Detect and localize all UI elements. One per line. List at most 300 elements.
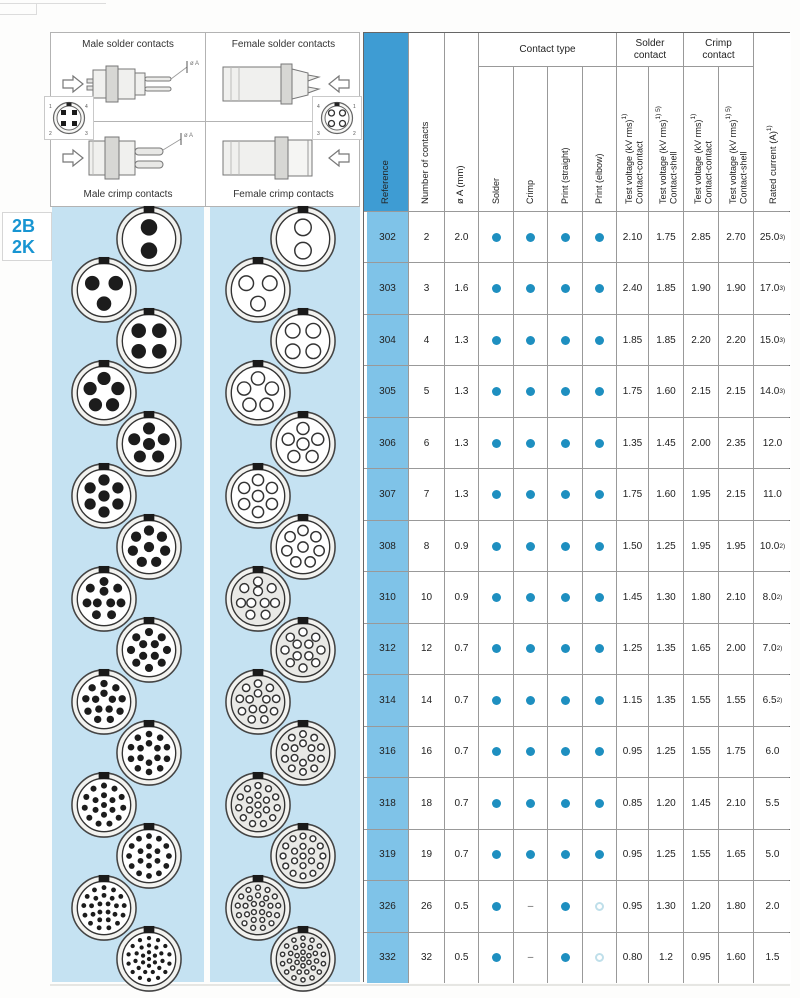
not-available-dash: – (527, 900, 534, 912)
rated-current-cell: 11.0 (754, 469, 791, 519)
reference-cell: 332 (364, 933, 409, 983)
reference-cell: 312 (364, 624, 409, 674)
type-cell-print-elbow (583, 366, 617, 416)
rated-current-cell: 8.0 2) (754, 572, 791, 622)
test-voltage-cell-3: 2.70 (719, 212, 754, 262)
diameter-cell: 0.9 (445, 521, 479, 571)
svg-text:4: 4 (317, 104, 320, 110)
col-header-test-voltage-solder-shell (649, 67, 684, 211)
reference-cell: 302 (364, 212, 409, 262)
table-row-304 (364, 314, 789, 365)
rotated-label: Test voltage (kV rms)$^{1) 5)}$ Contact-shell (724, 106, 748, 204)
test-voltage-cell-2: 0.95 (684, 933, 719, 983)
test-voltage-cell-2: 2.00 (684, 418, 719, 468)
available-dot-icon (526, 593, 535, 602)
type-cell-crimp (514, 830, 548, 880)
type-cell-crimp (514, 572, 548, 622)
group-header-contact-type (479, 33, 617, 67)
available-dot-icon (595, 284, 604, 293)
table-row-306 (364, 417, 789, 468)
type-cell-print-elbow (583, 469, 617, 519)
arrow-left-icon (329, 76, 349, 92)
available-dot-icon (492, 542, 501, 551)
rotated-label: Test voltage (kV rms)$^{1) 5)}$ Contact-shell (654, 106, 678, 204)
available-dot-icon (526, 542, 535, 551)
svg-text:1: 1 (353, 104, 356, 110)
reference-cell: 326 (364, 881, 409, 931)
type-cell-print-straight (548, 315, 583, 365)
type-cell-print-straight (548, 881, 583, 931)
available-dot-icon (492, 439, 501, 448)
test-voltage-cell-0: 1.75 (617, 469, 649, 519)
test-voltage-cell-0: 0.95 (617, 727, 649, 777)
col-header-crimp (514, 67, 548, 211)
reference-cell: 310 (364, 572, 409, 622)
type-cell-print-elbow (583, 778, 617, 828)
label-male-solder: Male solder contacts (82, 39, 174, 50)
diameter-cell: 0.7 (445, 624, 479, 674)
rated-current-cell: 2.0 (754, 881, 791, 931)
available-dot-icon (492, 593, 501, 602)
type-cell-crimp (514, 881, 548, 931)
available-dot-icon (561, 336, 570, 345)
type-cell-print-elbow (583, 263, 617, 313)
available-dot-icon (561, 953, 570, 962)
male-keying-face-icon (46, 98, 92, 138)
col-header-diameter-label: ø A (mm) (455, 165, 467, 204)
rated-current-cell: 12.0 (754, 418, 791, 468)
test-voltage-cell-2: 1.20 (684, 881, 719, 931)
contacts-cell: 19 (409, 830, 445, 880)
group-header-crimp-contact (684, 33, 754, 67)
diameter-cell: 1.3 (445, 366, 479, 416)
specs-table (363, 32, 790, 982)
type-cell-crimp (514, 366, 548, 416)
available-dot-icon (561, 439, 570, 448)
type-cell-solder (479, 521, 514, 571)
test-voltage-cell-1: 1.85 (649, 315, 684, 365)
available-dot-icon (526, 387, 535, 396)
available-dot-icon (595, 387, 604, 396)
test-voltage-cell-1: 1.60 (649, 366, 684, 416)
arrow-left-icon (329, 150, 349, 166)
test-voltage-cell-0: 1.75 (617, 366, 649, 416)
type-cell-solder (479, 263, 514, 313)
test-voltage-cell-2: 1.80 (684, 572, 719, 622)
available-dot-icon (561, 902, 570, 911)
type-cell-crimp (514, 469, 548, 519)
available-dot-icon (595, 336, 604, 345)
col-header-diameter (445, 33, 479, 211)
test-voltage-cell-0: 0.80 (617, 933, 649, 983)
available-dot-icon (492, 336, 501, 345)
table-row-305 (364, 365, 789, 416)
col-header-rated-label: Rated current $(A)^{1)}$ (766, 125, 780, 204)
test-voltage-cell-3: 1.55 (719, 675, 754, 725)
dim-label-oA: ø A (190, 61, 200, 67)
type-cell-solder (479, 212, 514, 262)
reference-cell: 319 (364, 830, 409, 880)
contacts-cell: 6 (409, 418, 445, 468)
not-available-dash: – (527, 952, 534, 964)
test-voltage-cell-1: 1.45 (649, 418, 684, 468)
type-cell-solder (479, 315, 514, 365)
type-cell-print-straight (548, 572, 583, 622)
group-header-solder-contact (617, 33, 684, 67)
contacts-cell: 26 (409, 881, 445, 931)
test-voltage-cell-2: 1.65 (684, 624, 719, 674)
reference-cell: 318 (364, 778, 409, 828)
available-dot-icon (526, 799, 535, 808)
available-dot-icon (595, 850, 604, 859)
test-voltage-cell-3: 2.15 (719, 366, 754, 416)
available-dot-icon (492, 696, 501, 705)
diameter-cell: 1.3 (445, 418, 479, 468)
type-cell-crimp (514, 624, 548, 674)
test-voltage-cell-1: 1.30 (649, 572, 684, 622)
test-voltage-cell-1: 1.35 (649, 624, 684, 674)
rotated-label: Test voltage (kV rms)$^{1)}$ Contact-contact (621, 113, 645, 204)
test-voltage-cell-0: 1.25 (617, 624, 649, 674)
type-cell-crimp (514, 418, 548, 468)
test-voltage-cell-3: 2.20 (719, 315, 754, 365)
rotated-label: Crimp (525, 180, 536, 204)
diameter-cell: 0.7 (445, 727, 479, 777)
available-dot-icon (492, 233, 501, 242)
diameter-cell: 0.7 (445, 675, 479, 725)
scan-artifact-box (0, 3, 37, 15)
contact-faces-panel (52, 207, 360, 982)
type-cell-print-straight (548, 469, 583, 519)
available-dot-icon (526, 644, 535, 653)
available-dot-icon (526, 490, 535, 499)
type-cell-crimp (514, 315, 548, 365)
test-voltage-cell-0: 1.35 (617, 418, 649, 468)
group-contact-type-label: Contact type (519, 43, 576, 55)
svg-text:2: 2 (353, 131, 356, 137)
available-dot-icon (526, 336, 535, 345)
available-dot-icon (526, 233, 535, 242)
type-cell-crimp (514, 521, 548, 571)
diameter-cell: 0.7 (445, 830, 479, 880)
type-cell-print-straight (548, 830, 583, 880)
diameter-cell: 0.9 (445, 572, 479, 622)
test-voltage-cell-3: 2.35 (719, 418, 754, 468)
contacts-cell: 14 (409, 675, 445, 725)
available-dot-icon (595, 542, 604, 551)
type-cell-print-straight (548, 624, 583, 674)
available-dot-icon (526, 747, 535, 756)
rotated-label: Test voltage (kV rms)$^{1)}$ Contact-contact (689, 113, 713, 204)
type-cell-print-straight (548, 366, 583, 416)
dim-label-oA: ø A (184, 133, 194, 139)
rotated-label: Print (elbow) (594, 153, 605, 204)
contacts-cell: 18 (409, 778, 445, 828)
available-dot-icon (595, 799, 604, 808)
svg-text:4: 4 (85, 104, 88, 110)
type-cell-print-straight (548, 521, 583, 571)
diameter-cell: 1.6 (445, 263, 479, 313)
test-voltage-cell-0: 0.85 (617, 778, 649, 828)
test-voltage-cell-1: 1.75 (649, 212, 684, 262)
test-voltage-cell-3: 1.75 (719, 727, 754, 777)
series-label-2b: 2B (12, 216, 36, 236)
col-header-contacts-label: Number of contacts (420, 121, 432, 204)
arrow-right-icon (63, 150, 83, 166)
type-cell-solder (479, 830, 514, 880)
col-header-reference (364, 33, 409, 211)
type-cell-solder (479, 881, 514, 931)
contacts-cell: 8 (409, 521, 445, 571)
available-dot-icon (492, 850, 501, 859)
col-header-reference-label: Reference (379, 160, 391, 204)
contacts-cell: 7 (409, 469, 445, 519)
type-cell-crimp (514, 675, 548, 725)
rated-current-cell: 1.5 (754, 933, 791, 983)
available-dot-icon (595, 593, 604, 602)
test-voltage-cell-2: 1.55 (684, 675, 719, 725)
male-face-inset (44, 96, 94, 140)
test-voltage-cell-1: 1.30 (649, 881, 684, 931)
test-voltage-cell-2: 2.20 (684, 315, 719, 365)
test-voltage-cell-3: 1.90 (719, 263, 754, 313)
type-cell-solder (479, 366, 514, 416)
col-header-rated-current (754, 33, 791, 211)
reference-cell: 307 (364, 469, 409, 519)
test-voltage-cell-1: 1.25 (649, 830, 684, 880)
available-dot-icon (561, 850, 570, 859)
col-header-solder (479, 67, 514, 211)
contacts-cell: 4 (409, 315, 445, 365)
female-keying-face-icon (314, 98, 360, 138)
reference-cell: 305 (364, 366, 409, 416)
test-voltage-cell-3: 1.95 (719, 521, 754, 571)
rated-current-cell: 14.0 3) (754, 366, 791, 416)
available-dot-icon (595, 747, 604, 756)
type-cell-crimp (514, 933, 548, 983)
test-voltage-cell-2: 1.45 (684, 778, 719, 828)
diameter-cell: 1.3 (445, 315, 479, 365)
test-voltage-cell-0: 1.45 (617, 572, 649, 622)
col-header-number-of-contacts (409, 33, 445, 211)
test-voltage-cell-1: 1.85 (649, 263, 684, 313)
type-cell-solder (479, 624, 514, 674)
contacts-cell: 2 (409, 212, 445, 262)
rated-current-cell: 25.0 3) (754, 212, 791, 262)
contacts-cell: 16 (409, 727, 445, 777)
test-voltage-cell-0: 0.95 (617, 881, 649, 931)
test-voltage-cell-2: 2.15 (684, 366, 719, 416)
on-request-circle-icon (595, 902, 604, 911)
test-voltage-cell-2: 2.85 (684, 212, 719, 262)
test-voltage-cell-1: 1.35 (649, 675, 684, 725)
available-dot-icon (595, 439, 604, 448)
diameter-cell: 0.5 (445, 933, 479, 983)
test-voltage-cell-0: 1.85 (617, 315, 649, 365)
type-cell-solder (479, 572, 514, 622)
rated-current-cell: 5.5 (754, 778, 791, 828)
available-dot-icon (595, 696, 604, 705)
on-request-circle-icon (595, 953, 604, 962)
test-voltage-cell-2: 1.95 (684, 521, 719, 571)
rotated-label: Print (straight) (559, 147, 570, 204)
test-voltage-cell-3: 2.15 (719, 469, 754, 519)
available-dot-icon (492, 953, 501, 962)
svg-text:1: 1 (49, 104, 52, 110)
type-cell-print-elbow (583, 521, 617, 571)
type-cell-solder (479, 418, 514, 468)
test-voltage-cell-3: 2.00 (719, 624, 754, 674)
available-dot-icon (561, 233, 570, 242)
table-row-310 (364, 571, 789, 622)
table-row-314 (364, 674, 789, 725)
test-voltage-cell-0: 2.40 (617, 263, 649, 313)
available-dot-icon (561, 490, 570, 499)
col-header-print-elbow- (583, 67, 617, 211)
rated-current-cell: 6.0 (754, 727, 791, 777)
available-dot-icon (526, 850, 535, 859)
contacts-cell: 12 (409, 624, 445, 674)
type-cell-print-elbow (583, 675, 617, 725)
diagram-vertical-divider (205, 33, 206, 206)
type-cell-print-straight (548, 263, 583, 313)
test-voltage-cell-2: 1.90 (684, 263, 719, 313)
available-dot-icon (561, 387, 570, 396)
type-cell-print-elbow (583, 933, 617, 983)
group-solder-contact-label: Solder contact (633, 37, 667, 61)
type-cell-print-elbow (583, 830, 617, 880)
table-row-307 (364, 468, 789, 519)
type-cell-solder (479, 727, 514, 777)
rated-current-cell: 5.0 (754, 830, 791, 880)
test-voltage-cell-2: 1.95 (684, 469, 719, 519)
type-cell-crimp (514, 212, 548, 262)
arrow-right-icon (63, 76, 83, 92)
test-voltage-cell-3: 2.10 (719, 778, 754, 828)
available-dot-icon (492, 644, 501, 653)
test-voltage-cell-1: 1.25 (649, 727, 684, 777)
table-row-302 (364, 211, 789, 262)
svg-text:3: 3 (317, 131, 320, 137)
table-row-308 (364, 520, 789, 571)
available-dot-icon (492, 387, 501, 396)
reference-cell: 306 (364, 418, 409, 468)
type-cell-print-elbow (583, 315, 617, 365)
rated-current-cell: 10.0 2) (754, 521, 791, 571)
test-voltage-cell-3: 1.80 (719, 881, 754, 931)
svg-text:2: 2 (49, 131, 52, 137)
type-cell-print-elbow (583, 727, 617, 777)
available-dot-icon (526, 439, 535, 448)
test-voltage-cell-3: 1.60 (719, 933, 754, 983)
available-dot-icon (561, 593, 570, 602)
reference-cell: 316 (364, 727, 409, 777)
label-female-solder: Female solder contacts (231, 39, 336, 50)
available-dot-icon (492, 799, 501, 808)
table-row-316 (364, 726, 789, 777)
test-voltage-cell-0: 0.95 (617, 830, 649, 880)
type-cell-print-elbow (583, 418, 617, 468)
reference-cell: 314 (364, 675, 409, 725)
reference-cell: 303 (364, 263, 409, 313)
test-voltage-cell-1: 1.60 (649, 469, 684, 519)
diameter-cell: 2.0 (445, 212, 479, 262)
type-cell-print-elbow (583, 572, 617, 622)
table-row-319 (364, 829, 789, 880)
test-voltage-cell-0: 2.10 (617, 212, 649, 262)
type-cell-solder (479, 778, 514, 828)
contacts-cell: 3 (409, 263, 445, 313)
available-dot-icon (492, 902, 501, 911)
test-voltage-cell-1: 1.20 (649, 778, 684, 828)
available-dot-icon (561, 747, 570, 756)
diameter-cell: 1.3 (445, 469, 479, 519)
table-row-332 (364, 932, 789, 983)
female-face-inset (312, 96, 362, 140)
test-voltage-cell-1: 1.25 (649, 521, 684, 571)
test-voltage-cell-3: 2.10 (719, 572, 754, 622)
type-cell-solder (479, 933, 514, 983)
table-row-303 (364, 262, 789, 313)
diameter-cell: 0.5 (445, 881, 479, 931)
test-voltage-cell-1: 1.2 (649, 933, 684, 983)
contacts-cell: 32 (409, 933, 445, 983)
available-dot-icon (561, 542, 570, 551)
type-cell-crimp (514, 727, 548, 777)
rated-current-cell: 15.0 3) (754, 315, 791, 365)
test-voltage-cell-3: 1.65 (719, 830, 754, 880)
contacts-cell: 10 (409, 572, 445, 622)
col-header-test-voltage-solder-contact (617, 67, 649, 211)
table-row-312 (364, 623, 789, 674)
available-dot-icon (561, 644, 570, 653)
col-header-test-voltage-crimp-shell (719, 67, 754, 211)
type-cell-print-straight (548, 675, 583, 725)
type-cell-print-straight (548, 727, 583, 777)
label-female-crimp: Female crimp contacts (233, 189, 334, 200)
type-cell-print-straight (548, 933, 583, 983)
available-dot-icon (595, 233, 604, 242)
type-cell-print-elbow (583, 212, 617, 262)
group-crimp-contact-label: Crimp contact (702, 37, 735, 61)
available-dot-icon (526, 284, 535, 293)
available-dot-icon (561, 799, 570, 808)
contacts-cell: 5 (409, 366, 445, 416)
test-voltage-cell-2: 1.55 (684, 830, 719, 880)
test-voltage-cell-0: 1.50 (617, 521, 649, 571)
reference-cell: 308 (364, 521, 409, 571)
available-dot-icon (561, 696, 570, 705)
reference-cell: 304 (364, 315, 409, 365)
female-contact-face-332 (269, 925, 337, 993)
type-cell-print-straight (548, 212, 583, 262)
label-male-crimp: Male crimp contacts (83, 189, 173, 200)
available-dot-icon (561, 284, 570, 293)
col-header-print-straight- (548, 67, 583, 211)
available-dot-icon (492, 490, 501, 499)
available-dot-icon (492, 284, 501, 293)
type-cell-solder (479, 675, 514, 725)
type-cell-print-elbow (583, 624, 617, 674)
available-dot-icon (492, 747, 501, 756)
type-cell-crimp (514, 263, 548, 313)
type-cell-crimp (514, 778, 548, 828)
available-dot-icon (595, 644, 604, 653)
type-cell-print-straight (548, 418, 583, 468)
diameter-cell: 0.7 (445, 778, 479, 828)
male-contact-face-332 (115, 925, 183, 993)
test-voltage-cell-0: 1.15 (617, 675, 649, 725)
